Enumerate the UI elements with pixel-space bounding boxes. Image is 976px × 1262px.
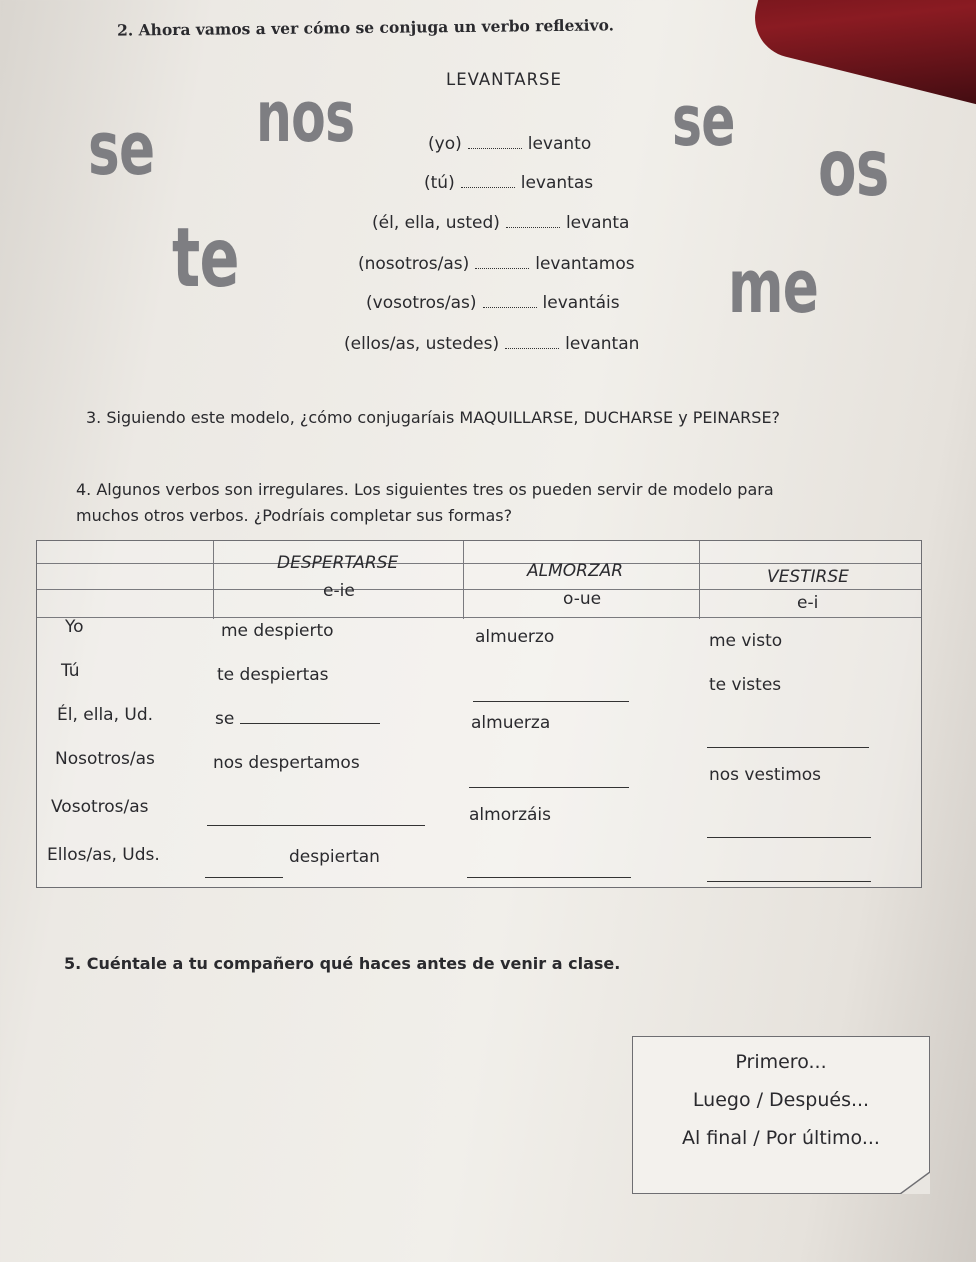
pronoun-te: te: [172, 211, 239, 306]
subject-label: Él, ella, Ud.: [57, 705, 154, 725]
dotted-blank[interactable]: [475, 264, 529, 269]
dotted-blank[interactable]: [468, 144, 522, 149]
conjugation-row: [424, 173, 593, 193]
almorzar-ellos-blank[interactable]: [467, 863, 631, 883]
almorzar-tu-blank[interactable]: [473, 687, 629, 707]
pronoun-se-right: se: [672, 80, 735, 162]
vestirse-el-blank[interactable]: [707, 733, 869, 753]
folded-corner-icon: [900, 1172, 930, 1194]
conjugation-form: levanto: [527, 134, 592, 154]
conjugation-table: [36, 540, 922, 888]
subject-label: Ellos/as, Uds.: [47, 845, 160, 865]
sequence-word: Primero...: [735, 1051, 827, 1073]
answer-blank[interactable]: [467, 875, 631, 878]
despertarse-el: [215, 709, 380, 729]
subject-label: Yo: [65, 617, 84, 637]
pronoun-nos: nos: [256, 76, 355, 158]
conjugation-row: [428, 134, 591, 154]
subject-label: Vosotros/as: [51, 797, 149, 817]
table-divider: [37, 589, 921, 590]
conjugation-subject: (nosotros/as): [358, 254, 470, 274]
pronoun-os: os: [818, 124, 889, 214]
despertarse-ellos-blank[interactable]: [205, 863, 283, 883]
verb-title: LEVANTARSE: [446, 70, 562, 89]
despertarse-tu: te despiertas: [217, 665, 329, 685]
conjugation-row: [366, 293, 620, 313]
table-divider: [213, 541, 214, 619]
verb-header-vestirse: VESTIRSE: [767, 567, 849, 587]
dotted-blank[interactable]: [461, 183, 515, 188]
almorzar-nosotros-blank[interactable]: [469, 773, 629, 793]
conjugation-subject: (yo): [428, 134, 462, 154]
conjugation-row: [344, 334, 639, 354]
dotted-blank[interactable]: [483, 303, 537, 308]
despertarse-nosotros: nos despertamos: [213, 753, 360, 773]
section-4-question-line-1: 4. Algunos verbos son irregulares. Los siguientes tres os pueden servir de modelo para: [76, 480, 774, 499]
verb-header-despertarse: DESPERTARSE: [277, 553, 399, 573]
conjugation-row: [358, 254, 635, 274]
despertarse-vosotros-blank[interactable]: [207, 811, 425, 831]
sequence-word: Luego / Después...: [692, 1089, 870, 1111]
vestirse-tu: te vistes: [709, 675, 782, 695]
conjugation-form: levantamos: [535, 254, 635, 274]
stem-change-vestirse: e-i: [797, 593, 819, 613]
despertarse-el-prefix: se: [215, 709, 235, 729]
answer-blank[interactable]: [707, 745, 869, 748]
conjugation-row: [372, 213, 629, 233]
dotted-blank[interactable]: [505, 344, 559, 349]
almorzar-el: almuerza: [471, 713, 551, 733]
answer-blank[interactable]: [469, 785, 629, 788]
conjugation-subject: (él, ella, usted): [372, 213, 500, 233]
answer-blank[interactable]: [240, 721, 380, 724]
almorzar-vosotros: almorzáis: [469, 805, 552, 825]
table-divider: [463, 541, 464, 619]
answer-blank[interactable]: [707, 835, 871, 838]
dotted-blank[interactable]: [506, 223, 560, 228]
vestirse-nosotros: nos vestimos: [709, 765, 822, 785]
section-3-question: 3. Siguiendo este modelo, ¿cómo conjugaríais MAQUILLARSE, DUCHARSE y PEINARSE?: [86, 408, 781, 427]
stem-change-despertarse: e-ie: [323, 581, 355, 601]
vestirse-yo: me visto: [709, 631, 783, 651]
conjugation-form: levantas: [520, 173, 594, 193]
answer-blank[interactable]: [707, 879, 871, 882]
conjugation-form: levantáis: [542, 293, 620, 313]
section-4-question-line-2: muchos otros verbos. ¿Podríais completar sus formas?: [76, 506, 513, 525]
stem-change-almorzar: o-ue: [563, 589, 602, 609]
table-divider: [37, 617, 921, 618]
answer-blank[interactable]: [207, 823, 425, 826]
table-divider: [37, 563, 921, 564]
sequence-words-box: [632, 1036, 930, 1194]
table-divider: [699, 541, 700, 619]
subject-label: Tú: [61, 661, 80, 681]
despertarse-ellos: despiertan: [289, 847, 380, 867]
section-5-question: 5. Cuéntale a tu compañero qué haces antes de venir a clase.: [64, 954, 621, 973]
despertarse-yo: me despierto: [221, 621, 334, 641]
pronoun-me: me: [728, 244, 819, 330]
conjugation-form: levantan: [565, 334, 640, 354]
verb-header-almorzar: ALMORZAR: [527, 561, 624, 581]
conjugation-subject: (vosotros/as): [366, 293, 477, 313]
almorzar-yo: almuerzo: [475, 627, 555, 647]
vestirse-ellos-blank[interactable]: [707, 867, 871, 887]
pronoun-se-left: se: [88, 106, 155, 192]
conjugation-form: levanta: [565, 213, 630, 233]
conjugation-subject: (ellos/as, ustedes): [344, 334, 500, 354]
answer-blank[interactable]: [205, 875, 283, 878]
section-2-heading: 2. Ahora vamos a ver cómo se conjuga un verbo reflexivo.: [116, 15, 615, 40]
conjugation-subject: (tú): [424, 173, 455, 193]
sequence-word: Al final / Por último...: [682, 1127, 880, 1149]
answer-blank[interactable]: [473, 699, 629, 702]
vestirse-vosotros-blank[interactable]: [707, 823, 871, 843]
subject-label: Nosotros/as: [55, 749, 155, 769]
